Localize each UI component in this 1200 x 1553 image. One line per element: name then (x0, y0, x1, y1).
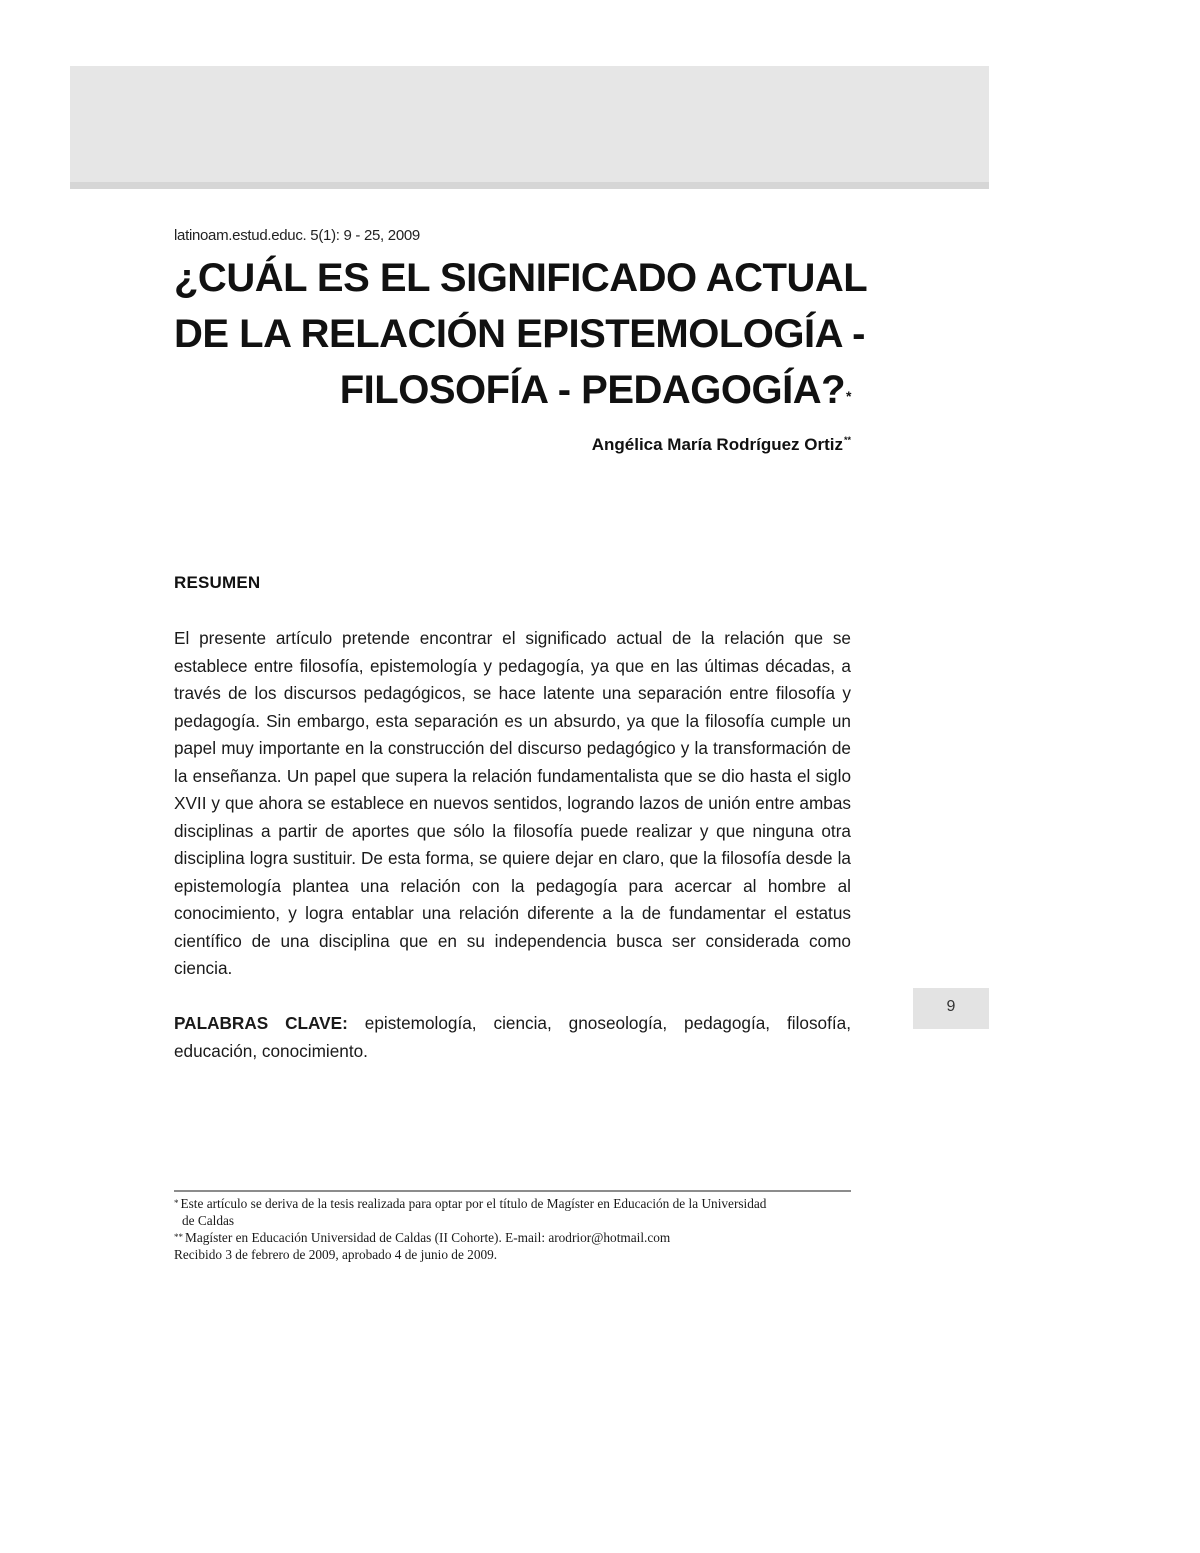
author-name-text: Angélica María Rodríguez Ortiz (591, 435, 843, 454)
article-title (174, 250, 868, 418)
title-footnote-mark[interactable]: * (846, 388, 851, 404)
footnote-1-text: Este artículo se deriva de la tesis realizada para optar por el título de Magíster en Educación de la Universidad (180, 1196, 767, 1211)
author-footnote-mark[interactable]: ** (843, 435, 851, 445)
footnote-1 (174, 1195, 854, 1212)
header-divider (70, 182, 989, 189)
title-line-2: DE LA RELACIÓN EPISTEMOLOGÍA - (174, 312, 865, 356)
abstract-heading: RESUMEN (174, 573, 261, 592)
title-line-3-text: FILOSOFÍA - PEDAGOGÍA? (339, 368, 846, 412)
footnote-1-continuation: de Caldas (182, 1213, 235, 1228)
footnote-divider (174, 1190, 851, 1192)
footnote-2-text: Magíster en Educación Universidad de Caldas (II Cohorte). E-mail: arodrior@hotmail.com (185, 1230, 671, 1245)
header-band (70, 66, 989, 182)
abstract-text: El presente artículo pretende encontrar el significado actual de la relación que se establece entre filosofía, epistemología y pedagogía, ya que en las últimas décadas, a través de los discursos pedagógicos, se hace latente una separación entre filosofía y pedagogía. Sin embargo, esta separación es un absurdo, ya que la filosofía cumple un papel muy importante en la construcción del discurso pedagógico y la transformación de la enseñanza. Un papel que supera la relación fundamentalista que se dio hasta el siglo XVII y que ahora se establece en nuevos sentidos, logrando lazos de unión entre ambas disciplinas a partir de aportes que sólo la filosofía puede realizar y que ninguna otra disciplina logra sustituir. De esta forma, se quiere dejar en claro, que la filosofía desde la epistemología plantea una relación con la pedagogía para acercar al hombre al conocimiento, y logra entablar una relación diferente a la de fundamentar el estatus científico de una disciplina que en su independencia busca ser considerada como ciencia. (174, 628, 851, 978)
footnote-1-mark: * (174, 1198, 179, 1208)
title-line-3 (174, 362, 851, 418)
footnotes (174, 1195, 854, 1263)
received-date: Recibido 3 de febrero de 2009, aprobado 4 de junio de 2009. (174, 1247, 498, 1262)
keywords-text: epistemología, ciencia, gnoseología, pedagogía, filosofía, educación, conocimiento. (174, 1013, 852, 1061)
title-line-1: ¿CUÁL ES EL SIGNIFICADO ACTUAL (174, 256, 868, 300)
author-name (174, 435, 851, 455)
footnote-2-mark: ** (174, 1232, 183, 1242)
page-number: 9 (913, 988, 989, 1029)
footnote-2 (174, 1229, 854, 1246)
keywords-paragraph (174, 1009, 851, 1065)
journal-citation: latinoam.estud.educ. 5(1): 9 - 25, 2009 (174, 227, 420, 244)
keywords-label: PALABRAS CLAVE: (174, 1013, 348, 1033)
